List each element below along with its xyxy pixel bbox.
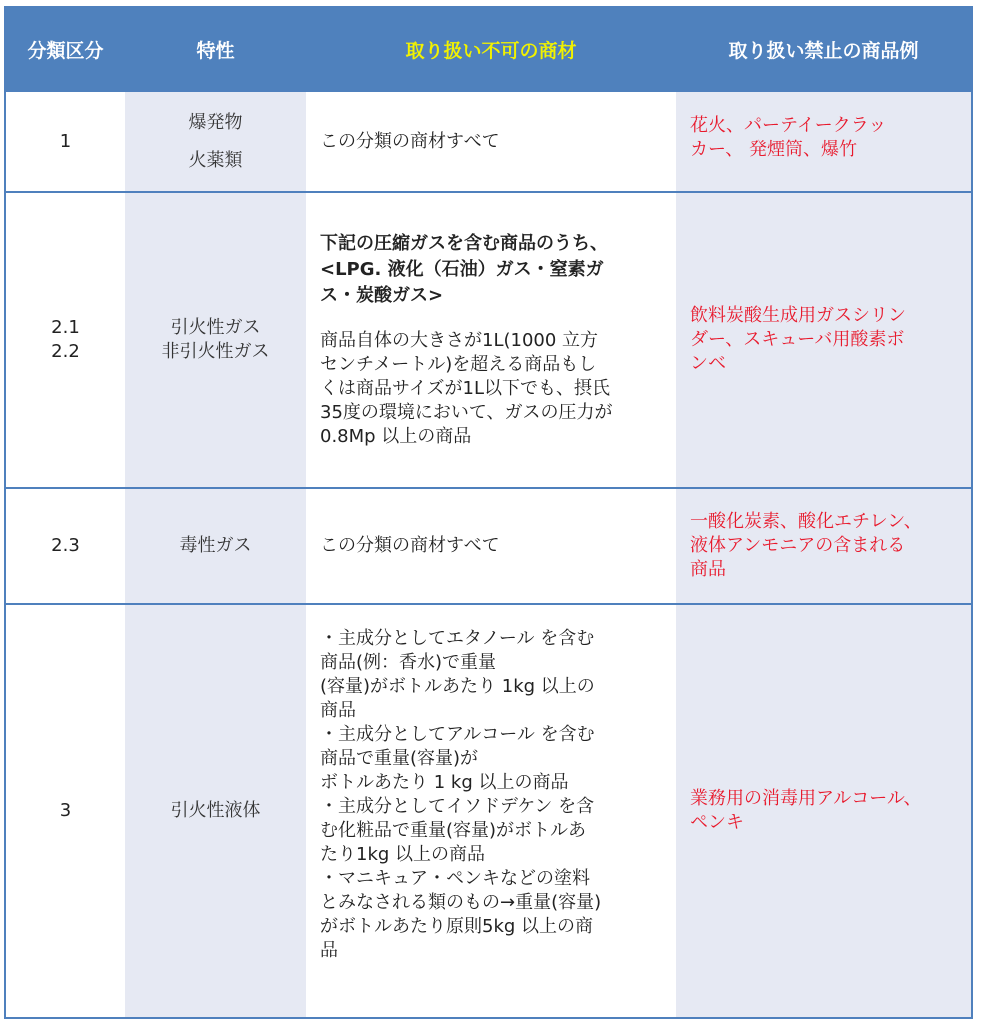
materials-line: ・主成分としてエタノール を含む [320,628,595,649]
example-line: 商品 [690,559,726,580]
materials-line: ・主成分としてイソドデケン を含 [320,796,595,817]
materials-line: 商品自体の大きさが1L(1000 立方 [320,330,599,351]
header-prohibited-examples: 取り扱い禁止の商品例 [728,39,919,62]
materials-cell [306,193,676,487]
materials-line: む化粧品で重量(容量)がボトルあ [320,820,587,841]
materials-line: この分類の商材すべて [320,130,500,152]
materials-bold-line: 下記の圧縮ガスを含む商品のうち、 [320,233,608,254]
materials-bold-line: <LPG. 液化（石油）ガス・窒素ガ [320,259,604,280]
materials-cell [306,489,676,603]
materials-line: がボトルあたり原則5kg 以上の商 [320,916,594,937]
materials-line: この分類の商材すべて [320,535,500,556]
materials-line: 商品(例：香水)で重量 [320,652,497,673]
materials-line: 35度の環境において、ガスの圧力が [320,402,613,423]
table-row-class-2-1-2-2 [6,191,971,487]
materials-line: 商品で重量(容量)が [320,748,479,769]
materials-line: とみなされる類のもの→重量(容量) [320,892,602,913]
example-line: カー、 発煙筒、爆竹 [690,139,858,160]
example-line: 飲料炭酸生成用ガスシリン [690,305,906,326]
example-line: 業務用の消毒用アルコール、 [690,788,922,809]
characteristic-line: 火薬類 [188,149,243,171]
materials-cell [306,605,676,1017]
header-characteristic: 特性 [196,39,235,62]
examples-cell [676,605,971,1017]
materials-line: 商品 [320,700,356,721]
example-line: ダー、スキューバ用酸素ボ [690,329,905,350]
materials-line: たり1kg 以上の商品 [320,844,486,865]
category-value: 2.2 [51,341,80,362]
examples-cell [676,489,971,603]
characteristic-cell [125,605,306,1017]
category-cell [6,193,125,487]
materials-cell [306,92,676,191]
category-value: 3 [59,800,72,821]
example-line: 一酸化炭素、酸化エチレン、 [690,511,922,532]
characteristic-line: 引火性ガス [170,317,261,338]
materials-line: (容量)がボトルあたり 1kg 以上の [320,676,595,697]
characteristic-line: 引火性液体 [170,800,261,821]
example-line: 液体アンモニアの含まれる [690,535,906,556]
category-value: 2.3 [51,535,80,556]
table-row-class-2-3 [6,487,971,603]
category-cell [6,489,125,603]
examples-cell [676,92,971,191]
header-prohibited-materials: 取り扱い不可の商材 [405,39,577,62]
materials-line: 品 [320,940,338,961]
materials-line: ・マニキュア・ペンキなどの塗料 [320,868,590,889]
materials-line: ボトルあたり 1 kg 以上の商品 [320,772,569,793]
characteristic-line: 非引火性ガス [161,341,270,362]
example-line: ペンキ [690,812,744,833]
table-row-class-1 [6,90,971,191]
characteristic-cell [125,489,306,603]
table-row-class-3 [6,603,971,1017]
example-line: 花火、パーテイークラッ [690,115,887,136]
characteristic-line: 爆発物 [188,111,243,133]
materials-line: センチメートル)を超える商品もし [320,354,597,375]
materials-line: 0.8Mp 以上の商品 [320,426,472,447]
materials-line: くは商品サイズが1L以下でも、摂氏 [320,378,611,399]
category-value: 2.1 [51,317,80,338]
characteristic-cell [125,92,306,191]
header-category: 分類区分 [27,39,104,62]
hazmat-classification-table [4,6,973,1019]
category-cell [6,605,125,1017]
examples-cell [676,193,971,487]
characteristic-cell [125,193,306,487]
materials-bold-line: ス・炭酸ガス> [320,285,444,306]
category-cell [6,92,125,191]
materials-line: ・主成分としてアルコール を含む [320,724,595,745]
example-line: ンベ [690,353,726,374]
characteristic-line: 毒性ガス [179,535,252,556]
category-value: 1 [59,130,72,152]
table-header [6,8,971,90]
